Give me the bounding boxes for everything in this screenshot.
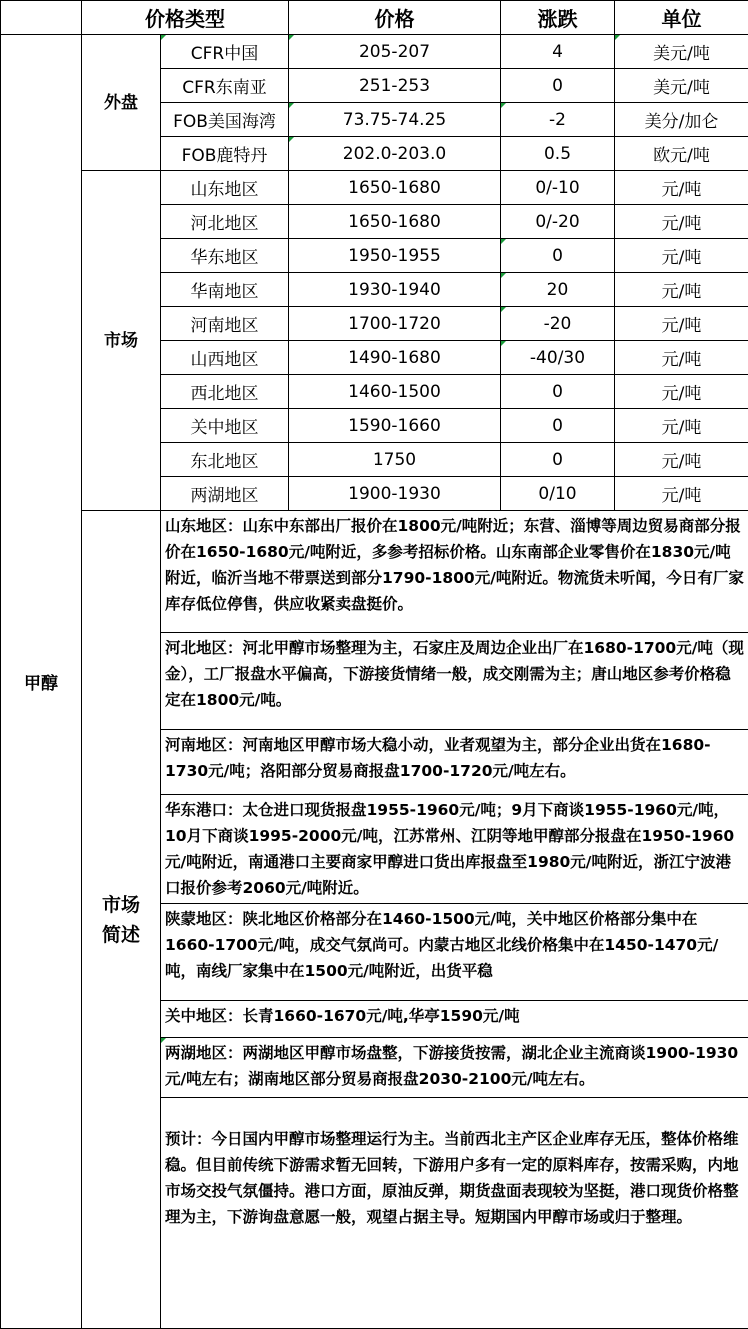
row-change: 0/10 — [501, 477, 615, 511]
row-price: 1650-1680 — [289, 171, 501, 205]
row-name: CFR中国 — [161, 35, 289, 69]
row-unit: 元/吨 — [615, 477, 748, 511]
row-unit: 元/吨 — [615, 273, 748, 307]
row-unit: 美分/加仑 — [615, 103, 748, 137]
row-change: 0 — [501, 375, 615, 409]
row-unit: 元/吨 — [615, 171, 748, 205]
section-label-market: 市场 — [82, 171, 161, 511]
summary-text: 两湖地区：两湖地区甲醇市场盘整，下游接货按需，湖北企业主流商谈1900-1930元/吨左右；湖南地区部分贸易商报盘2030-2100元/吨左右。 — [161, 1038, 748, 1098]
row-unit: 元/吨 — [615, 205, 748, 239]
header-type: 价格类型 — [82, 1, 289, 35]
row-change: 0 — [501, 239, 615, 273]
row-price: 1930-1940 — [289, 273, 501, 307]
section-label-summary — [82, 511, 161, 1329]
row-name: FOB鹿特丹 — [161, 137, 289, 171]
summary-forecast: 预计：今日国内甲醇市场整理运行为主。当前西北主产区企业库存无压，整体价格维稳。但目前传统下游需求暂无回转，下游用户多有一定的原料库存，按需采购，内地市场交投气氛僵持。港口方面，原油反弹，期货盘面表现较为坚挺，港口现货价格整理为主，下游询盘意愿一般，观望占据主导。短期国内甲醇市场或归于整理。 — [161, 1098, 748, 1329]
row-change: 0/-20 — [501, 205, 615, 239]
row-name: 东北地区 — [161, 443, 289, 477]
row-price: 1650-1680 — [289, 205, 501, 239]
header-unit: 单位 — [615, 1, 748, 35]
row-name: 河北地区 — [161, 205, 289, 239]
row-name: 关中地区 — [161, 409, 289, 443]
row-change: 4 — [501, 35, 615, 69]
summary-text: 河南地区：河南地区甲醇市场大稳小动，业者观望为主，部分企业出货在1680-1730元/吨；洛阳部分贸易商报盘1700-1720元/吨左右。 — [161, 730, 748, 795]
summary-text: 陕蒙地区：陕北地区价格部分在1460-1500元/吨，关中地区价格部分集中在1660-1700元/吨，成交气氛尚可。内蒙古地区北线价格集中在1450-1470元/吨，南线厂家集中在1500元/吨附近，出货平稳 — [161, 904, 748, 1001]
row-unit: 元/吨 — [615, 443, 748, 477]
row-name: CFR东南亚 — [161, 69, 289, 103]
row-name: 山西地区 — [161, 341, 289, 375]
row-price: 1590-1660 — [289, 409, 501, 443]
row-name: 两湖地区 — [161, 477, 289, 511]
row-change: 0/-10 — [501, 171, 615, 205]
row-change: 0 — [501, 409, 615, 443]
summary-label-line2: 简述 — [82, 920, 160, 950]
row-price: 73.75-74.25 — [289, 103, 501, 137]
row-change: -2 — [501, 103, 615, 137]
row-change: 0 — [501, 69, 615, 103]
row-price: 1950-1955 — [289, 239, 501, 273]
row-name: 华东地区 — [161, 239, 289, 273]
row-name: 山东地区 — [161, 171, 289, 205]
header-change: 涨跌 — [501, 1, 615, 35]
row-unit: 元/吨 — [615, 341, 748, 375]
row-price: 1700-1720 — [289, 307, 501, 341]
row-price: 1750 — [289, 443, 501, 477]
row-change: -20 — [501, 307, 615, 341]
row-price: 251-253 — [289, 69, 501, 103]
row-name: 华南地区 — [161, 273, 289, 307]
table-row — [1, 171, 748, 205]
row-name: 河南地区 — [161, 307, 289, 341]
row-unit: 美元/吨 — [615, 35, 748, 69]
summary-label-line1: 市场 — [82, 890, 160, 920]
row-unit: 欧元/吨 — [615, 137, 748, 171]
header-price: 价格 — [289, 1, 501, 35]
category-label: 甲醇 — [1, 35, 82, 1329]
header-blank — [1, 1, 82, 35]
row-price: 1490-1680 — [289, 341, 501, 375]
row-price: 205-207 — [289, 35, 501, 69]
row-change: -40/30 — [501, 341, 615, 375]
row-unit: 元/吨 — [615, 307, 748, 341]
row-name: FOB美国海湾 — [161, 103, 289, 137]
summary-text: 河北地区：河北甲醇市场整理为主，石家庄及周边企业出厂在1680-1700元/吨（现金），工厂报盘水平偏高，下游接货情绪一般，成交刚需为主；唐山地区参考价格稳定在1800元/吨。 — [161, 633, 748, 730]
table-row — [1, 35, 748, 69]
row-price: 202.0-203.0 — [289, 137, 501, 171]
row-price: 1900-1930 — [289, 477, 501, 511]
row-name: 西北地区 — [161, 375, 289, 409]
summary-text: 山东地区：山东中东部出厂报价在1800元/吨附近；东营、淄博等周边贸易商部分报价在1650-1680元/吨附近，多参考招标价格。山东南部企业零售价在1830元/吨附近，临沂当地不带票送到部分1790-1800元/吨附近。物流货未听闻，今日有厂家库存低位停售，供应收紧卖盘挺价。 — [161, 511, 748, 633]
row-unit: 元/吨 — [615, 239, 748, 273]
summary-text: 华东港口：太仓进口现货报盘1955-1960元/吨；9月下商谈1955-1960元/吨，10月下商谈1995-2000元/吨，江苏常州、江阴等地甲醇部分报盘在1950-1960元/吨附近，南通港口主要商家甲醇进口货出库报盘至1980元/吨附近，浙江宁波港口报价参考2060元/吨附近。 — [161, 795, 748, 904]
row-unit: 美元/吨 — [615, 69, 748, 103]
summary-row — [1, 511, 748, 633]
row-price: 1460-1500 — [289, 375, 501, 409]
row-change: 0.5 — [501, 137, 615, 171]
row-change: 0 — [501, 443, 615, 477]
summary-text: 关中地区：长青1660-1670元/吨,华亭1590元/吨 — [161, 1001, 748, 1038]
row-unit: 元/吨 — [615, 375, 748, 409]
row-change: 20 — [501, 273, 615, 307]
row-unit: 元/吨 — [615, 409, 748, 443]
section-label-foreign: 外盘 — [82, 35, 161, 171]
header-row — [1, 1, 748, 35]
